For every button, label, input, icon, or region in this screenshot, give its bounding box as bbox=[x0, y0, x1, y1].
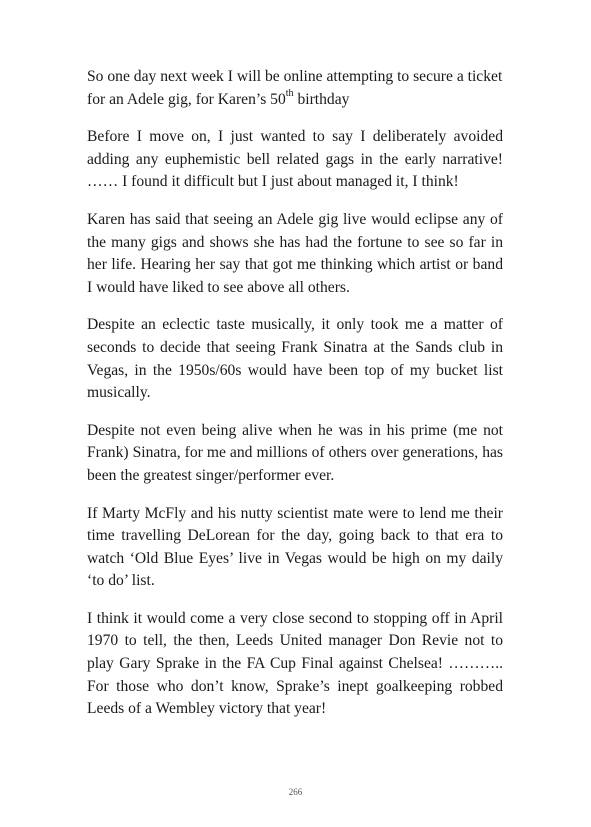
paragraph-5: Despite not even being alive when he was in his prime (me not Frank) Sinatra, for me and millions of others over generations, has been the greatest singer/performer ever. bbox=[87, 421, 503, 484]
paragraph-2: Before I move on, I just wanted to say I deliberately avoided adding any euphemistic bell related gags in the early narrative! …… I found it difficult but I just about managed it, I think! bbox=[87, 128, 503, 191]
paragraph-1-text: So one day next week I will be online attempting to secure a ticket for an Adele gig, for Karen’s 50 bbox=[87, 68, 503, 108]
paragraph-1 bbox=[87, 66, 503, 111]
paragraph-7: I think it would come a very close second to stopping off in April 1970 to tell, the then, Leeds United manager Don Revie not to play Gary Sprake in the FA Cup Final against Chelsea! ……….. For those who don’t know, Sprake’s inept goalkeeping robbed Leeds of a Wembley victory that year! bbox=[87, 609, 503, 718]
ordinal-suffix: th bbox=[285, 87, 294, 99]
paragraph-3: Karen has said that seeing an Adele gig live would eclipse any of the many gigs and shows she has had the fortune to see so far in her life. Hearing her say that got me thinking which artist or band I would have liked to see above all others. bbox=[87, 210, 503, 296]
paragraph-1-tail: birthday bbox=[293, 90, 350, 108]
page-body bbox=[87, 66, 503, 736]
page-number: 266 bbox=[288, 787, 303, 797]
paragraph-6: If Marty McFly and his nutty scientist mate were to lend me their time travelling DeLorean for the day, going back to that era to watch ‘Old Blue Eyes’ live in Vegas would be high on my daily ‘to do’ list. bbox=[87, 504, 503, 590]
paragraph-4: Despite an eclectic taste musically, it only took me a matter of seconds to decide that seeing Frank Sinatra at the Sands club in Vegas, in the 1950s/60s would have been top of my bucket list musically. bbox=[87, 316, 503, 402]
